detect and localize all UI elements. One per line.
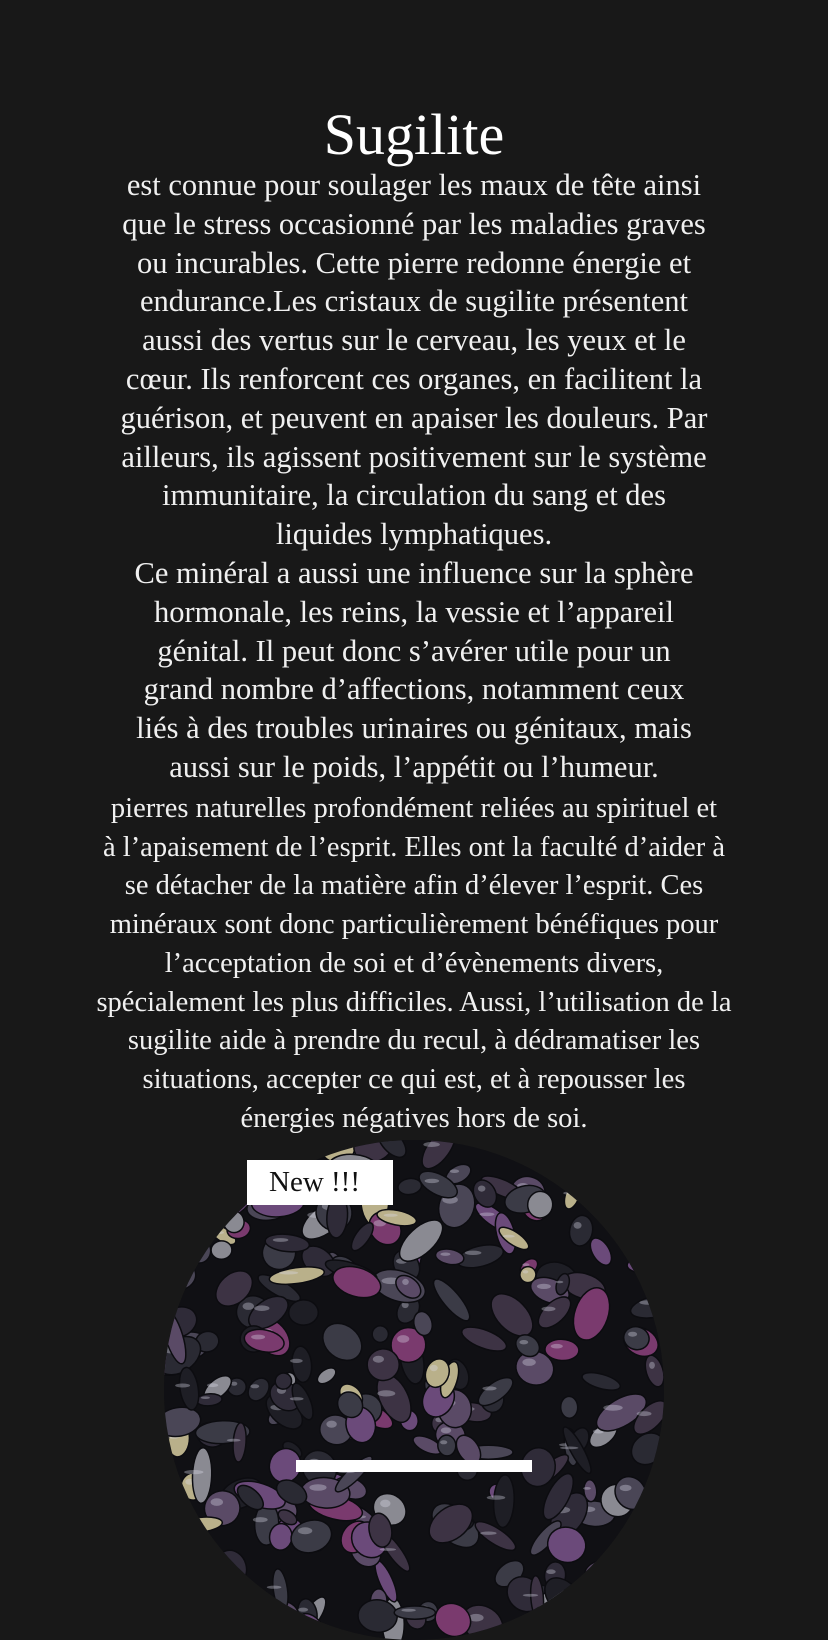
stone-chip [636,1582,664,1615]
stone-chip [606,1144,648,1186]
stone-chip [606,1601,641,1636]
stone-chip [164,1211,191,1251]
stone-highlight [219,1559,232,1566]
stone-highlight [373,1356,384,1363]
stone-chip [191,1571,240,1630]
stone-chip [164,1221,183,1263]
stone-highlight [450,1169,459,1173]
stones-image [164,1140,664,1640]
stone-highlight [397,1335,409,1343]
stone-chip [227,1613,261,1640]
stone-highlight [201,1396,210,1399]
stone-highlight [290,1359,303,1363]
stone-highlight [573,1623,581,1626]
stone-highlight [290,1397,304,1400]
stone-highlight [612,1142,622,1148]
new-sticker[interactable]: New !!! [247,1160,393,1205]
stone-highlight [211,1498,223,1506]
stone-chip [288,1299,318,1325]
stone-highlight [647,1140,659,1146]
stone-highlight [243,1303,254,1310]
stone-highlight [584,1576,600,1581]
stone-chip [604,1140,637,1165]
stone-highlight [551,1344,563,1349]
stone-highlight [199,1592,217,1599]
stone-highlight [227,1439,241,1442]
sugilite-beads-photo[interactable] [164,1140,664,1640]
stone-highlight [423,1142,440,1147]
stone-chip [366,1348,400,1381]
stone-chip [203,1574,249,1621]
stone-chip [627,1255,664,1275]
stone-highlight [298,1608,308,1612]
product-label-sticker[interactable] [296,1460,532,1472]
stone-highlight [206,1198,212,1205]
stone-chip [635,1140,664,1171]
stone-highlight [487,1495,505,1499]
stone-chip [585,1591,631,1637]
stone-chip [602,1536,661,1594]
stone-highlight [556,1281,564,1284]
stone-highlight [637,1411,652,1416]
stone-highlight [465,1251,482,1255]
stone-highlight [522,1263,529,1266]
stone-chip [164,1213,188,1250]
stone-highlight [250,1384,259,1388]
stone-highlight [614,1160,628,1164]
stone-highlight [384,1214,398,1217]
stone-highlight [380,1500,390,1508]
stone-chip [164,1567,190,1600]
stone-highlight [233,1628,245,1633]
stone-highlight [309,1484,326,1491]
stone-chip [560,1396,578,1418]
stone-highlight [171,1605,190,1608]
stone-highlight [425,1179,440,1183]
stone-highlight [542,1307,556,1312]
stone-highlight [440,1253,450,1256]
stone-highlight [480,1213,495,1217]
stone-highlight [546,1569,555,1574]
stone-highlight [377,1390,395,1396]
stone-highlight [184,1470,203,1474]
stone-chip [224,1586,253,1616]
stone-chip [211,1240,233,1259]
stone-chip [394,1606,435,1619]
stone-chip [612,1140,628,1160]
stone-highlight [175,1384,190,1388]
stone-highlight [253,1517,268,1522]
stone-highlight [187,1520,202,1523]
stone-chip [188,1238,211,1263]
stone-highlight [441,1427,451,1433]
stone-highlight [251,1335,265,1340]
stone-chip [588,1608,621,1640]
stone-chip [622,1140,657,1157]
stone-highlight [522,1359,535,1366]
stone-highlight [402,1279,409,1285]
stone-highlight [620,1485,632,1491]
stone-highlight [649,1362,655,1369]
story-title: Sugilite [323,102,505,167]
stone-highlight [267,1586,282,1589]
stone-chip [189,1184,216,1205]
stone-chip [164,1538,194,1574]
stone-highlight [639,1300,658,1305]
stone-highlight [478,1186,485,1192]
stone-highlight [480,1532,496,1535]
stone-chip [197,1190,224,1224]
stone-highlight [169,1575,175,1581]
stone-chip [371,1325,389,1343]
stone-highlight [252,1623,267,1628]
stone-highlight [482,1386,496,1390]
stone-chip [197,1166,230,1202]
stone-highlight [523,1594,538,1597]
stone-chip [177,1581,202,1638]
stone-chip [164,1532,196,1583]
stone-highlight [560,1447,578,1450]
stone-highlight [597,1617,605,1623]
stone-highlight [503,1235,515,1238]
stone-highlight [169,1166,188,1171]
stone-highlight [273,1238,289,1242]
stone-highlight [628,1332,637,1337]
stone-highlight [563,1192,573,1195]
stone-chip [626,1140,664,1164]
stone-highlight [430,1365,438,1371]
stone-chip [544,1623,571,1640]
story-paragraph-2: pierres naturelles profondément reliées au spirituel et à l’apaisement de l’esprit. Elles ont la faculté d’aider à se détacher de la matière afin d’élever l’esprit. Ces minéraux sont donc particulièrement bénéfiques pour l’acceptation de soi et d’évènements divers, spécialement les plus difficiles. Aussi, l’utilisation de la sugilite aide à prendre du recul, à dédramatiser les situations, accepter ce qui est, et à repousser les énergies négatives hors de soi. [96,793,732,1134]
stone-chip [624,1513,664,1566]
stone-highlight [214,1231,224,1234]
stone-chip [164,1147,216,1199]
stone-highlight [166,1547,176,1554]
stone-highlight [597,1604,608,1612]
stone-highlight [618,1610,625,1617]
stone-highlight [440,1440,447,1444]
stone-chip [569,1619,593,1635]
stone-highlight [626,1211,636,1215]
stone-chip [186,1589,222,1618]
stone-highlight [523,1270,529,1273]
stone-highlight [551,1629,558,1634]
stone-highlight [603,1405,622,1411]
stone-highlight [164,1221,174,1229]
stone-highlight [164,1178,168,1186]
stone-chip [620,1207,648,1224]
stone-chip [164,1169,188,1207]
stone-highlight [164,1224,166,1229]
stone-highlight [297,1626,313,1632]
stone-highlight [537,1284,551,1289]
stone-highlight [326,1421,336,1428]
stone-highlight [574,1222,582,1229]
stone-chip [247,1606,286,1640]
stone-highlight [232,1594,238,1599]
stone-highlight [215,1191,232,1198]
stone-highlight [254,1305,269,1311]
stone-highlight [615,1556,633,1563]
stone-highlight [279,1271,298,1274]
stone-highlight [215,1589,228,1596]
stone-highlight [583,1487,591,1490]
stone-highlight [298,1527,312,1534]
story-paragraph-1: est connue pour soulager les maux de tête ainsi que le stress occasionné par les maladies graves ou incurables. Cette pierre redonne énergie et endurance.Les cristaux de sugilite présentent aussi des vertus sur le cerveau, les yeux et le cœur. Ils renforcent ces organes, en facilitent la guérison, et peuvent en apaiser les douleurs. Par ailleurs, ils agissent positivement sur le système immunitaire, la circulation du sang et des liquides lymphatiques. Ce minéral a aussi une influence sur la sphère hormonale, les reins, la vessie et l’appareil génital. Il peut donc s’avérer utile pour un grand nombre d’affections, notamment ceux liés à des troubles urinaires ou génitaux, mais aussi sur le poids, l’appétit ou l’humeur. [120,168,708,784]
stone-highlight [380,1548,396,1551]
stone-chip [193,1539,218,1566]
stone-chip [164,1587,186,1619]
stone-highlight [636,1140,647,1142]
stone-highlight [195,1191,203,1194]
stone-highlight [207,1383,218,1387]
stone-highlight [519,1340,528,1344]
stone-chip [164,1600,187,1639]
stone-highlight [401,1609,415,1612]
